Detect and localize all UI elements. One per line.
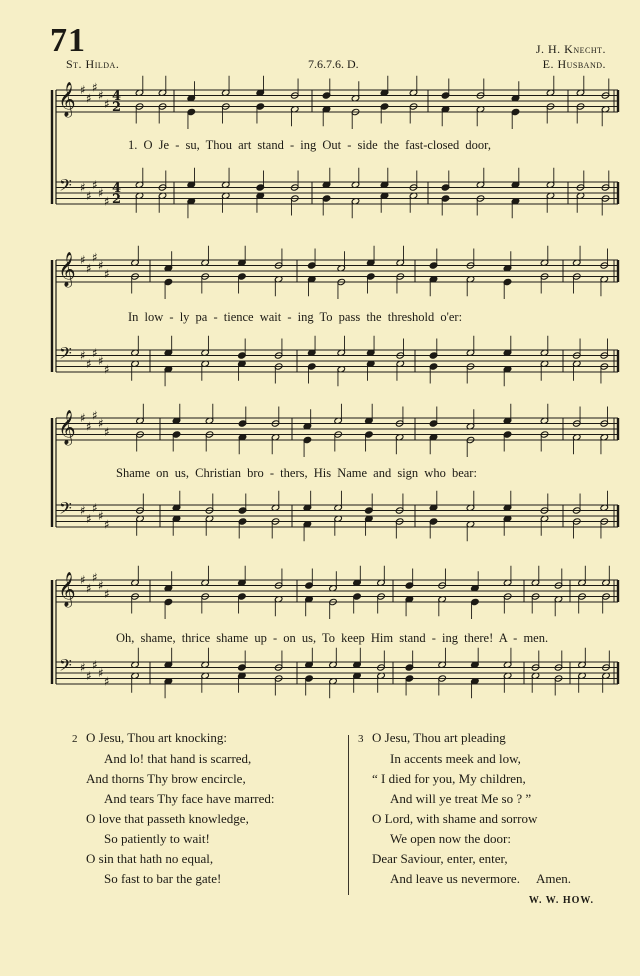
sharp-sign: ♯ xyxy=(104,194,110,209)
sharp-sign: ♯ xyxy=(80,503,86,518)
sharp-sign: ♯ xyxy=(86,419,92,434)
sharp-sign: ♯ xyxy=(80,348,86,363)
verse-number: 2 xyxy=(72,733,78,745)
sharp-sign: ♯ xyxy=(86,91,92,106)
verse-line: O love that passeth knowledge, xyxy=(86,811,249,826)
verse-line: And lo! that hand is scarred, xyxy=(104,751,252,766)
treble-clef: 𝄞 xyxy=(58,572,76,607)
time-signature: 2 xyxy=(112,100,122,115)
sharp-sign: ♯ xyxy=(98,578,104,593)
bass-clef: 𝄢 xyxy=(59,655,72,679)
verse-line: Dear Saviour, enter, enter, xyxy=(372,851,508,866)
lyrics-line-4: Oh, shame, thrice shame up - on us, To keep Him stand - ing there! A - men. xyxy=(116,631,549,645)
verse-line: And thorns Thy brow encircle, xyxy=(86,771,246,786)
meter: 7.6.7.6. D. xyxy=(308,57,359,71)
sharp-sign: ♯ xyxy=(92,250,98,265)
sharp-sign: ♯ xyxy=(98,416,104,431)
sharp-sign: ♯ xyxy=(98,88,104,103)
sharp-sign: ♯ xyxy=(104,674,110,689)
verse-line: In accents meek and low, xyxy=(390,751,521,766)
treble-clef: 𝄞 xyxy=(58,82,76,117)
sharp-sign: ♯ xyxy=(86,668,92,683)
sharp-sign: ♯ xyxy=(86,188,92,203)
sharp-sign: ♯ xyxy=(98,258,104,273)
sharp-sign: ♯ xyxy=(80,411,86,425)
bass-clef: 𝄢 xyxy=(59,498,72,522)
hymn-number: 71 xyxy=(50,22,86,59)
sharp-sign: ♯ xyxy=(98,509,104,523)
sharp-sign: ♯ xyxy=(104,586,110,601)
sharp-sign: ♯ xyxy=(104,517,110,532)
sharp-sign: ♯ xyxy=(86,356,92,371)
verse-line: And leave us nevermore. Amen. xyxy=(390,871,571,886)
time-signature: 4 xyxy=(112,181,122,196)
verse-line: “ I died for you, My children, xyxy=(372,771,526,786)
treble-clef: 𝄞 xyxy=(58,410,76,445)
sharp-sign: ♯ xyxy=(92,657,98,672)
sharp-sign: ♯ xyxy=(104,96,110,111)
sharp-sign: ♯ xyxy=(104,266,110,281)
sharp-sign: ♯ xyxy=(80,180,86,195)
hymn-author: W. W. HOW. xyxy=(528,895,594,906)
verse-number: 3 xyxy=(358,733,364,745)
verse-line: O sin that hath no equal, xyxy=(86,851,214,866)
sharp-sign: ♯ xyxy=(92,80,98,95)
bass-clef: 𝄢 xyxy=(59,175,72,199)
composer-1: J. H. Knecht. xyxy=(535,42,606,56)
lyrics-line-1: 1. O Je - su, Thou art stand - ing Out - side the fast-closed door, xyxy=(128,138,491,152)
tune-name: St. Hilda. xyxy=(66,57,120,71)
sharp-sign: ♯ xyxy=(80,253,86,267)
sharp-sign: ♯ xyxy=(86,511,92,526)
sharp-sign: ♯ xyxy=(98,186,104,200)
treble-clef: 𝄞 xyxy=(58,252,76,287)
verse-line: So fast to bar the gate! xyxy=(104,871,222,886)
sharp-sign: ♯ xyxy=(104,424,110,439)
verse-2 xyxy=(72,728,275,889)
lyrics-line-2: In low - ly pa - tience wait - ing To pass the threshold o'er: xyxy=(128,310,463,324)
sharp-sign: ♯ xyxy=(86,581,92,596)
lyrics-line-3: Shame on us, Christian bro - thers, His Name and sign who bear: xyxy=(116,466,477,480)
verse-line: So patiently to wait! xyxy=(104,831,210,846)
verse-amen: Amen. xyxy=(535,871,571,886)
sharp-sign: ♯ xyxy=(92,570,98,585)
verse-divider xyxy=(348,735,349,895)
verse-3 xyxy=(358,728,571,889)
sharp-sign: ♯ xyxy=(98,666,104,680)
verse-line: 3 O Jesu, Thou art pleading xyxy=(358,728,571,749)
verse-line: 2 O Jesu, Thou art knocking: xyxy=(72,728,275,749)
sharp-sign: ♯ xyxy=(80,83,86,97)
sharp-sign: ♯ xyxy=(86,261,92,276)
sharp-sign: ♯ xyxy=(80,573,86,587)
verse-line: We open now the door: xyxy=(390,831,511,846)
verse-line: And will ye treat Me so ? ” xyxy=(390,791,532,806)
sharp-sign: ♯ xyxy=(98,354,104,368)
sharp-sign: ♯ xyxy=(92,345,98,360)
composer-2: E. Husband. xyxy=(542,57,606,71)
sharp-sign: ♯ xyxy=(92,500,98,515)
sharp-sign: ♯ xyxy=(80,660,86,675)
sharp-sign: ♯ xyxy=(92,177,98,192)
bass-clef: 𝄢 xyxy=(59,343,72,367)
time-signature: 2 xyxy=(112,192,122,207)
verse-line: And tears Thy face have marred: xyxy=(104,791,275,806)
verse-line: O Lord, with shame and sorrow xyxy=(372,811,538,826)
sharp-sign: ♯ xyxy=(104,362,110,377)
time-signature: 4 xyxy=(112,89,122,104)
sharp-sign: ♯ xyxy=(92,408,98,423)
